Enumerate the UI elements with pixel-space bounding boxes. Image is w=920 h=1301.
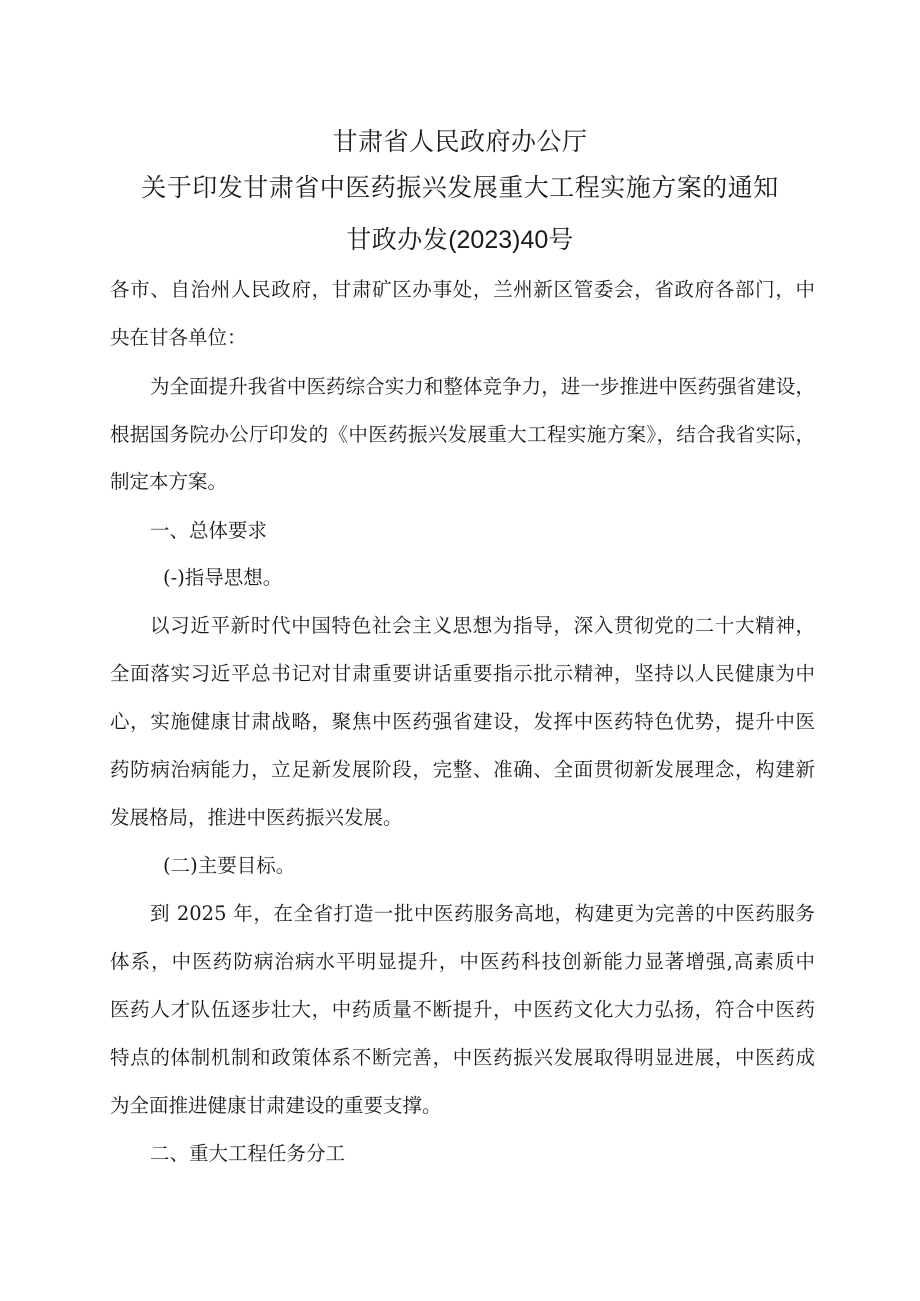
intro-line-2: 根据国务院办公厅印发的《中医药振兴发展重大工程实施方案》，结合我省实际， — [110, 423, 815, 446]
guiding-line-4: 药防病治病能力，立足新发展阶段，完整、准确、全面贯彻新发展理念，构建新 — [110, 758, 815, 781]
section-2-heading: 二、重大工程任务分工 — [150, 1142, 346, 1165]
goals-line-1: 到 2025 年，在全省打造一批中医药服务高地，构建更为完善的中医药服务 — [150, 902, 815, 925]
guiding-line-1: 以习近平新时代中国特色社会主义思想为指导，深入贯彻党的二十大精神， — [150, 614, 815, 637]
document-number — [0, 225, 920, 255]
guiding-line-3: 心，实施健康甘肃战略，聚焦中医药强省建设，发挥中医药特色优势，提升中医 — [110, 710, 815, 733]
section-1-heading: 一、总体要求 — [150, 519, 268, 542]
document-number-value: (2023)40 — [448, 226, 549, 254]
intro-line-3: 制定本方案。 — [110, 470, 228, 493]
title-subject: 关于印发甘肃省中医药振兴发展重大工程实施方案的通知 — [141, 173, 779, 202]
intro-line-1: 为全面提升我省中医药综合实力和整体竞争力，进一步推进中医药强省建设， — [150, 375, 815, 398]
addressee-line-2: 央在甘各单位： — [110, 326, 247, 349]
goals-line-4: 特点的体制机制和政策体系不断完善，中医药振兴发展取得明显进展，中医药成 — [110, 1046, 815, 1069]
goals-line-3: 医药人才队伍逐步壮大，中药质量不断提升，中医药文化大力弘扬，符合中医药 — [110, 998, 815, 1021]
subsection-2-heading: (二)主要目标。 — [163, 854, 296, 877]
addressee-line-1: 各市、自治州人民政府，甘肃矿区办事处，兰州新区管委会，省政府各部门，中 — [110, 278, 815, 301]
guiding-line-2: 全面落实习近平总书记对甘肃重要讲话重要指示批示精神，坚持以人民健康为中 — [110, 662, 815, 685]
title-issuer: 甘肃省人民政府办公厅 — [332, 127, 588, 156]
goals-line-5: 为全面推进健康甘肃建设的重要支撑。 — [110, 1094, 442, 1117]
subsection-1-heading: (-)指导思想。 — [163, 566, 283, 589]
goals-line-2: 体系，中医药防病治病水平明显提升，中医药科技创新能力显著增强,高素质中 — [110, 950, 815, 973]
guiding-line-5: 发展格局，推进中医药振兴发展。 — [110, 806, 403, 829]
document-number-suffix: 号 — [548, 225, 574, 254]
document-number-prefix: 甘政办发 — [346, 225, 449, 254]
